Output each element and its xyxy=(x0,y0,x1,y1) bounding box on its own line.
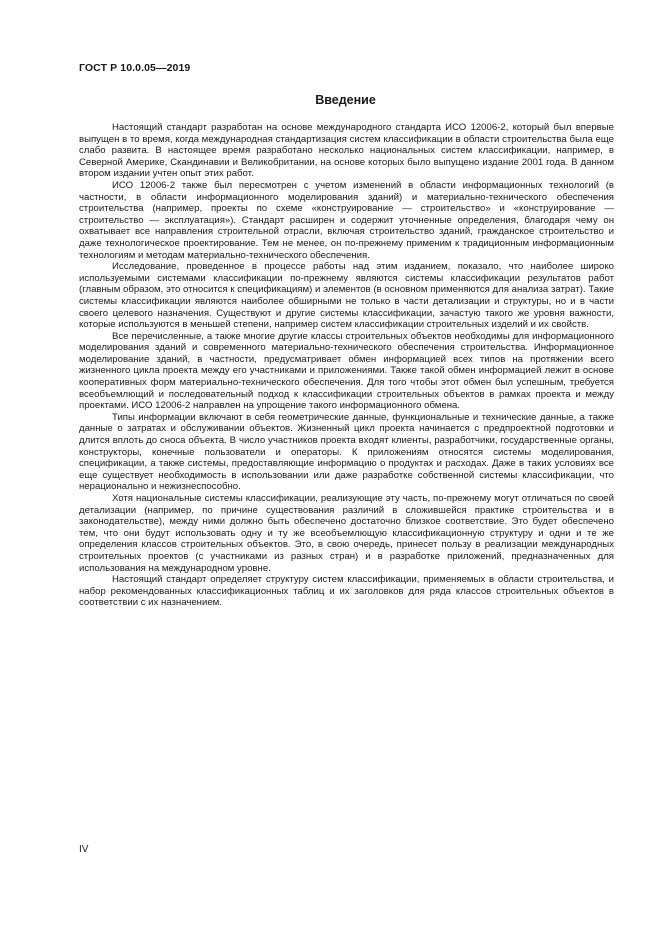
section-title: Введение xyxy=(315,93,376,107)
paragraph: Исследование, проведенное в процессе работы над этим изданием, показало, что наиболее широко используемыми системами классификации по-прежнему являются системы классификации результатов работ (главным образом, это относится к спецификациям) и элементов (в основном применяются для анализа затрат). Такие системы классификации являются наиболее обширными не только в части детализации и структуры, но и в части своего целевого назначения. Существуют и другие системы классификации, зачастую такого же уровня важности, которые используются в меньшей степени, например систем классификации строительных изделий и их свойств. xyxy=(79,261,614,331)
body-text xyxy=(79,122,614,609)
document-code: ГОСТ Р 10.0.05—2019 xyxy=(79,62,191,74)
paragraph: Хотя национальные системы классификации, реализующие эту часть, по-прежнему могут отличаться по своей детализации (например, по причине существования различий в сложившейся практике строительства и в законодательстве), между ними должно быть обеспечено достаточно близкое соответствие. Это будет обеспечено тем, что они будут использовать одну и ту же всеобъемлющую классификационную структуру и одни и те же определения классов строительных объектов. Это, в свою очередь, принесет пользу в реализации международных строительных проектов (с участниками из разных стран) и в разработке приложений, предназначенных для использования на международном уровне. xyxy=(79,493,614,574)
paragraph: Типы информации включают в себя геометрические данные, функциональные и технические данные, а также данные о затратах и обслуживании объектов. Жизненный цикл проекта начинается с предпроектной подготовки и длится вплоть до сноса объекта. В число участников проекта входят клиенты, разработчики, государственные органы, конструкторы, конечные пользователи и операторы. К приложениям относятся системы моделирования, спецификации, а также системы, предоставляющие информацию о продуктах и расходах. Даже в таких условиях все еще существует необходимость в использовании или даже разработке собственной системы классификации, что нерационально и нежизнеспособно. xyxy=(79,411,614,493)
page-number: IV xyxy=(79,844,89,855)
paragraph: Настоящий стандарт разработан на основе международного стандарта ИСО 12006-2, который был впервые выпущен в то время, когда международная стандартизация систем классификации в области строительства была еще слабо развита. В настоящее время разработано несколько национальных систем классификации, например, в Северной Америке, Скандинавии и Великобритании, на основе которых было выпущено издание 2001 года. В данном втором издании учтен опыт этих работ. xyxy=(79,122,614,180)
paragraph: ИСО 12006-2 также был пересмотрен с учетом изменений в области информационных технологий (в частности, в области информационного моделирования зданий) и материально-технического обеспечения строительства (например, проекты по схеме «конструирование — строительство» и «конструирование — строительство — эксплуатация»). Стандарт расширен и содержит уточненные определения, благодаря чему он охватывает все направления строительной отрасли, включая строительство зданий, гражданское строительство и даже технологическое проектирование. Тем не менее, он по-прежнему применим к традиционным информационным технологиям и методам материально-технического обеспечения. xyxy=(79,179,614,261)
paragraph: Настоящий стандарт определяет структуру систем классификации, применяемых в области строительства, и набор рекомендованных классификационных таблиц и их заголовков для ряда классов строительных объектов в соответствии с их назначением. xyxy=(79,574,614,609)
paragraph: Все перечисленные, а также многие другие классы строительных объектов необходимы для информационного моделирования зданий и современного материально-технического обеспечения строительства. Информационное моделирование зданий, в частности, предусматривает обмен информацией всех типов на протяжении всего жизненного цикла проекта между его участниками и приложениями. Также такой обмен информацией лежит в основе кооперативных форм материально-технического обеспечения. Для того чтобы этот обмен был успешным, требуется всеобъемлющий и последовательный подход к классификации строительных объектов в рамках проекта и между проектами. ИСО 12006-2 направлен на упрощение такого информационного обмена. xyxy=(79,330,614,412)
